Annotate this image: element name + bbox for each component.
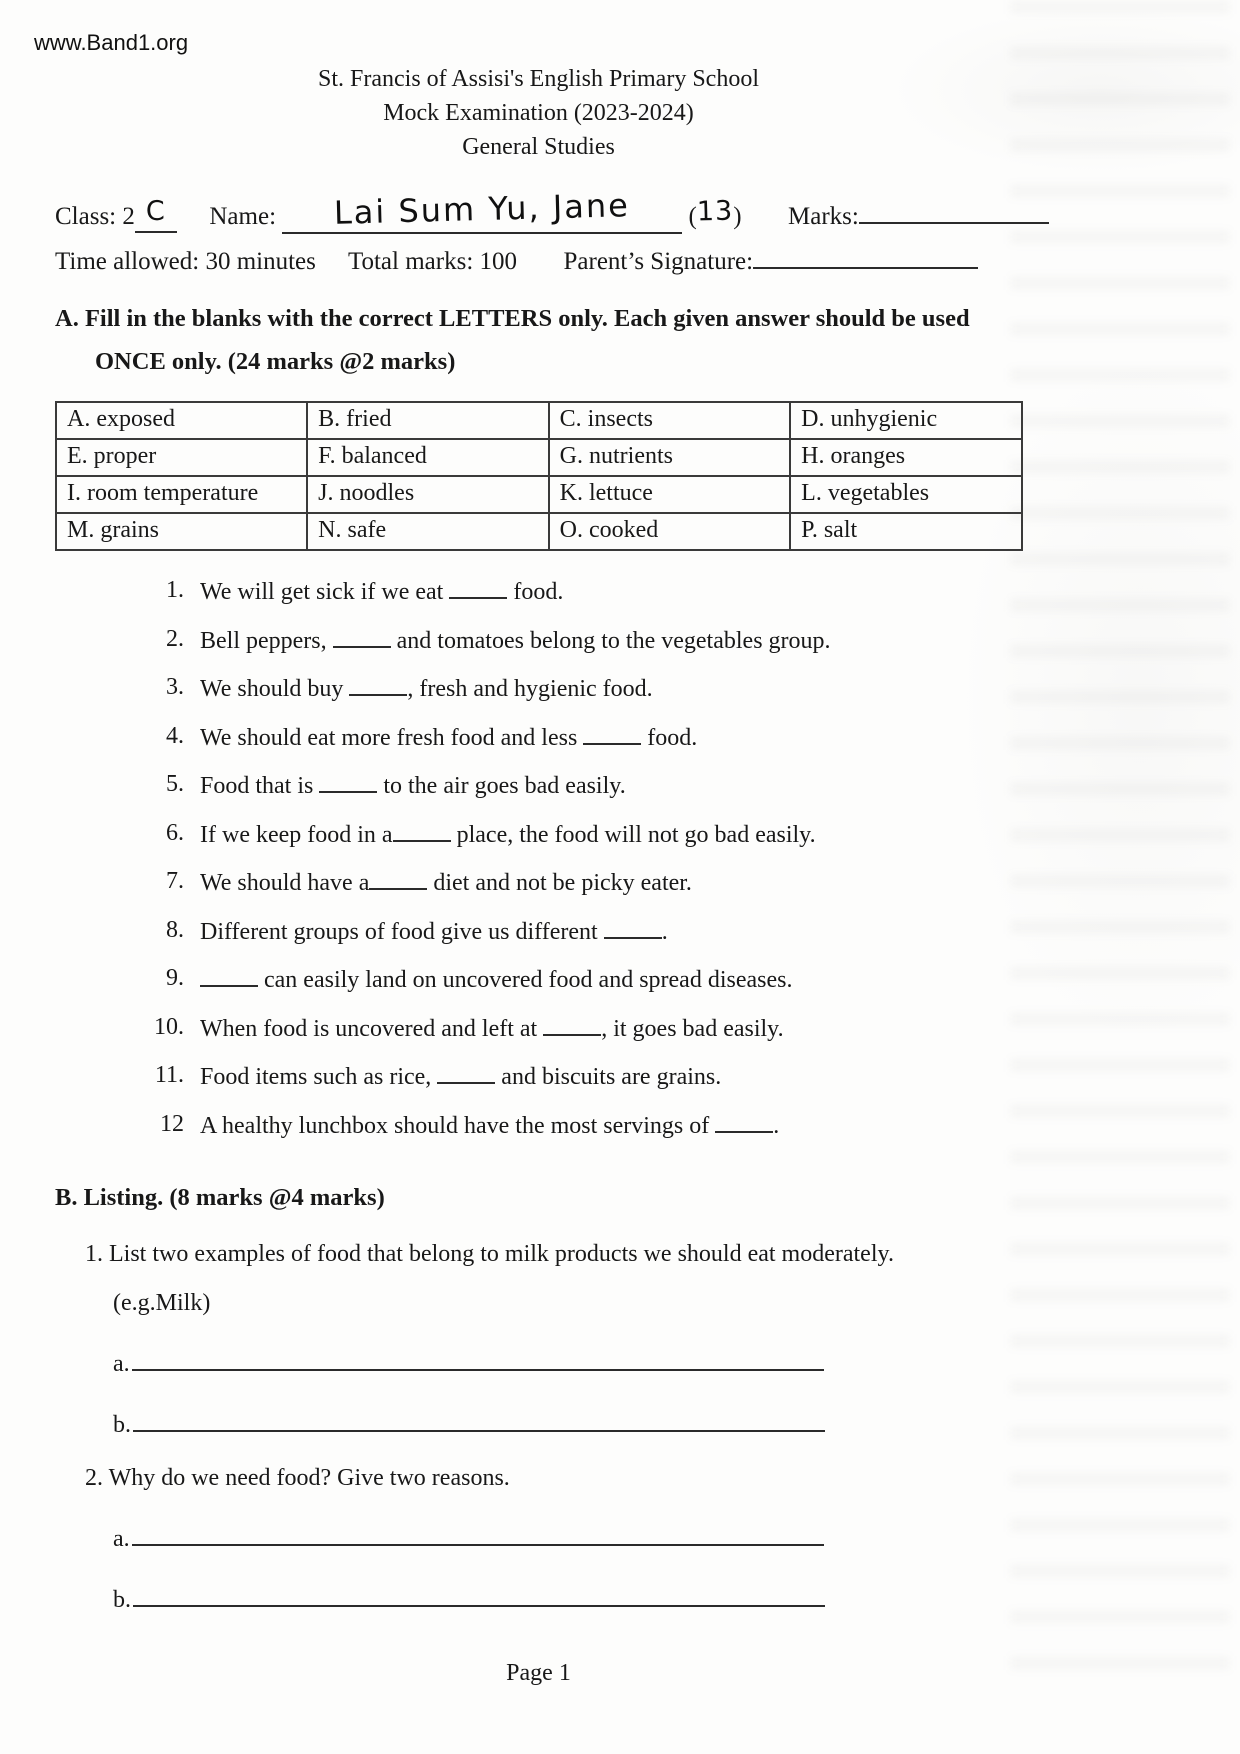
question-row <box>140 624 1022 656</box>
question-number: 6. <box>166 819 184 846</box>
word-bank-option: C. insects <box>549 402 791 439</box>
time-allowed: Time allowed: 30 minutes <box>55 248 316 275</box>
marks-label: Marks: <box>788 203 859 230</box>
answer-blank[interactable] <box>583 721 641 745</box>
question-number: 12 <box>160 1110 184 1137</box>
word-bank-option: N. safe <box>307 513 549 550</box>
exam-meta-line <box>55 248 1022 276</box>
section-b <box>55 1181 1022 1614</box>
answer-line <box>113 1522 1022 1553</box>
question-text-after-blank: diet and not be picky eater. <box>427 870 692 896</box>
question-text-after-blank: to the air goes bad easily. <box>377 773 626 799</box>
listing-question-1: 1. List two examples of food that belong to milk products we should eat moderately. <box>85 1240 894 1267</box>
answer-line-rule[interactable] <box>132 1347 824 1371</box>
question-number: 8. <box>166 916 184 943</box>
word-bank-option: I. room temperature <box>56 476 307 513</box>
word-bank-row <box>56 439 1022 476</box>
exam-title: Mock Examination (2023-2024) <box>383 100 694 126</box>
answer-line-rule[interactable] <box>132 1522 824 1546</box>
handwritten-student-no: 13 <box>696 195 734 228</box>
question-text <box>200 818 816 850</box>
fill-in-questions <box>55 575 1022 1141</box>
word-bank-option: H. oranges <box>790 439 1022 476</box>
question-text-before-blank: We will get sick if we eat <box>200 579 450 605</box>
question-text <box>200 721 697 753</box>
word-bank-option: D. unhygienic <box>790 402 1022 439</box>
word-bank-row <box>56 476 1022 513</box>
question-text <box>200 1060 721 1092</box>
handwritten-class: C <box>145 195 167 228</box>
question-row <box>140 963 1022 995</box>
question-text-before-blank: We should have a <box>200 870 370 896</box>
word-bank-option: F. balanced <box>307 439 549 476</box>
question-number: 10. <box>154 1013 184 1040</box>
answer-blank[interactable] <box>437 1060 495 1084</box>
answer-line-label: b. <box>113 1586 131 1613</box>
answer-blank[interactable] <box>543 1012 601 1036</box>
listing-question-1-answers <box>55 1347 1022 1439</box>
word-bank-row <box>56 402 1022 439</box>
question-number: 11. <box>154 1062 184 1088</box>
class-label: Class: 2 <box>55 203 135 230</box>
section-a-heading-line2: ONCE only. (24 marks @2 marks) <box>95 348 456 375</box>
listing-question-2-answers <box>55 1522 1022 1614</box>
section-a-heading-line1: A. Fill in the blanks with the correct LETTERS only. Each given answer should be used <box>55 305 970 332</box>
question-text <box>200 1109 779 1141</box>
name-label: Name: <box>209 203 277 230</box>
section-b-heading: B. Listing. (8 marks @4 marks) <box>55 1183 385 1211</box>
question-row <box>140 915 1022 947</box>
answer-line-label: b. <box>113 1411 131 1438</box>
handwritten-name: Lai Sum Yu, Jane <box>333 186 631 232</box>
question-text-after-blank: place, the food will not go bad easily. <box>450 821 816 848</box>
question-text-before-blank: When food is uncovered and left at <box>200 1015 544 1042</box>
signature-field[interactable] <box>753 267 978 269</box>
student-no-paren-close: ) <box>733 203 742 230</box>
class-field[interactable] <box>135 195 177 233</box>
question-row <box>140 769 1022 801</box>
question-text-after-blank: , it goes bad easily. <box>601 1015 784 1042</box>
answer-blank[interactable] <box>369 866 427 890</box>
word-bank-option: J. noodles <box>307 476 549 513</box>
answer-line <box>113 1583 1022 1614</box>
question-number: 2. <box>166 625 184 652</box>
signature-label: Parent’s Signature: <box>563 248 754 275</box>
answer-blank[interactable] <box>715 1109 773 1133</box>
answer-blank[interactable] <box>604 915 662 939</box>
question-text-after-blank: and biscuits are grains. <box>495 1064 722 1090</box>
question-text-before-blank: A healthy lunchbox should have the most servings of <box>200 1112 716 1139</box>
listing-question-1-example: (e.g.Milk) <box>113 1289 211 1316</box>
question-row <box>140 721 1022 753</box>
word-bank-row <box>56 513 1022 550</box>
answer-line-label: a. <box>113 1350 130 1377</box>
question-text-after-blank: and tomatoes belong to the vegetables group. <box>390 627 831 654</box>
answer-blank[interactable] <box>319 769 377 793</box>
answer-line-rule[interactable] <box>133 1583 825 1607</box>
listing-question-2: 2. Why do we need food? Give two reasons. <box>85 1464 510 1491</box>
answer-line-label: a. <box>113 1525 130 1552</box>
question-text <box>200 672 653 704</box>
question-text <box>200 963 792 995</box>
question-number: 1. <box>166 577 184 603</box>
question-text-after-blank: . <box>661 918 668 945</box>
school-name: St. Francis of Assisi's English Primary School <box>317 66 759 92</box>
name-field[interactable] <box>282 186 682 234</box>
answer-blank[interactable] <box>449 575 507 599</box>
question-text <box>200 575 563 607</box>
question-row <box>140 1109 1022 1141</box>
answer-line-rule[interactable] <box>133 1408 825 1432</box>
word-bank-option: L. vegetables <box>790 476 1022 513</box>
question-text <box>200 915 668 947</box>
section-a-heading <box>55 302 1022 379</box>
marks-field[interactable] <box>859 222 1049 224</box>
word-bank-option: G. nutrients <box>549 439 791 476</box>
question-row <box>140 1012 1022 1044</box>
answer-line <box>113 1347 1022 1378</box>
question-text-before-blank: If we keep food in a <box>200 821 393 848</box>
word-bank-option: K. lettuce <box>549 476 791 513</box>
student-no-paren-open: ( <box>688 203 697 230</box>
word-bank-table <box>55 401 1023 551</box>
question-text-after-blank: can easily land on uncovered food and spread diseases. <box>258 967 793 993</box>
question-text <box>200 866 692 898</box>
word-bank-option: M. grains <box>56 513 307 550</box>
question-number: 4. <box>166 722 184 749</box>
answer-blank[interactable] <box>200 963 258 987</box>
question-row <box>140 818 1022 850</box>
answer-blank[interactable] <box>333 624 391 648</box>
total-marks: Total marks: 100 <box>347 248 518 275</box>
question-row <box>140 575 1022 607</box>
subject-title: General Studies <box>462 134 615 160</box>
answer-line <box>113 1408 1022 1439</box>
student-info-line <box>55 186 1022 234</box>
question-text-before-blank: Different groups of food give us different <box>200 918 604 945</box>
question-text <box>200 1012 784 1044</box>
question-text-after-blank: . <box>773 1112 780 1139</box>
question-text-before-blank: We should eat more fresh food and less <box>200 724 584 751</box>
word-bank-option: B. fried <box>307 402 549 439</box>
question-text-after-blank: food. <box>507 579 564 605</box>
title-block <box>55 62 1022 164</box>
word-bank-option: P. salt <box>790 513 1022 550</box>
answer-blank[interactable] <box>393 818 451 842</box>
question-text-before-blank: We should buy <box>200 676 350 702</box>
question-number: 3. <box>166 674 184 700</box>
question-text-after-blank: , fresh and hygienic food. <box>407 676 653 702</box>
question-number: 5. <box>166 771 184 797</box>
word-bank-option: E. proper <box>56 439 307 476</box>
answer-blank[interactable] <box>349 672 407 696</box>
question-number: 9. <box>166 965 184 991</box>
question-text-before-blank: Bell peppers, <box>200 627 333 654</box>
question-text-before-blank: Food items such as rice, <box>200 1064 438 1090</box>
word-bank-option: O. cooked <box>549 513 791 550</box>
question-text <box>200 769 626 801</box>
question-number: 7. <box>166 868 184 894</box>
watermark: www.Band1.org <box>34 30 189 55</box>
page-number: Page 1 <box>506 1659 571 1686</box>
question-text-after-blank: food. <box>641 724 698 751</box>
question-row <box>140 1060 1022 1092</box>
question-text <box>200 624 831 656</box>
question-text-before-blank: Food that is <box>200 773 320 799</box>
word-bank-option: A. exposed <box>56 402 307 439</box>
question-row <box>140 866 1022 898</box>
question-row <box>140 672 1022 704</box>
